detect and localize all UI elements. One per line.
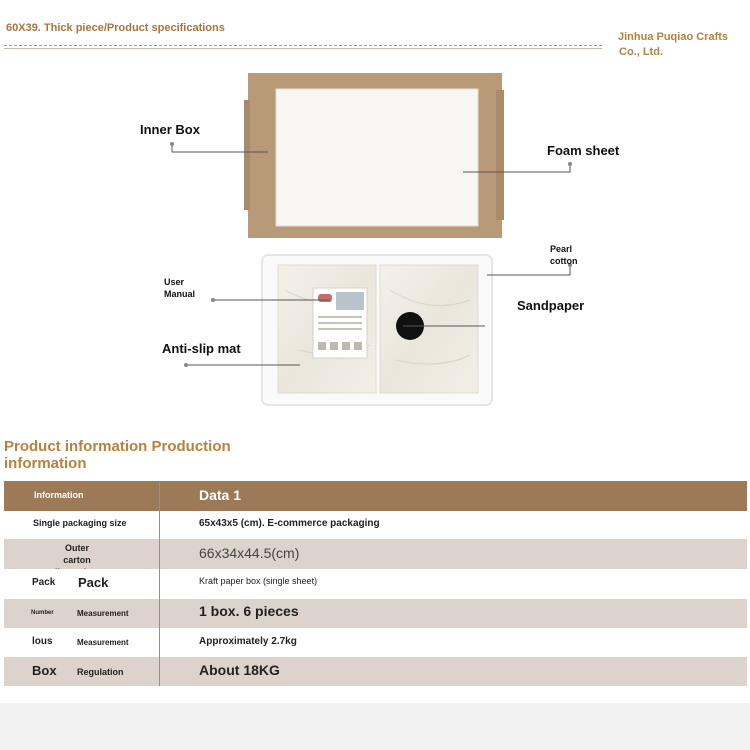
section-heading-line2: information — [4, 455, 87, 472]
company-name — [618, 30, 750, 60]
callout-anti-slip-mat: Anti-slip mat — [162, 341, 241, 356]
row-value: 1 box. 6 pieces — [199, 603, 299, 619]
table-row — [4, 511, 747, 539]
row-value: Approximately 2.7kg — [199, 636, 297, 647]
row-label-b: Regulation — [77, 667, 124, 677]
row-value: Kraft paper box (single sheet) — [199, 576, 318, 586]
row-value: 65x43x5 (cm). E-commerce packaging — [199, 518, 380, 529]
column-divider — [159, 481, 160, 511]
foam-sheet-image — [276, 89, 478, 226]
section-heading-line1: Product information Production — [4, 438, 231, 455]
row-label-a: Number — [31, 610, 54, 616]
callout-user-manual-line2: Manual — [164, 289, 196, 299]
table-header-value: Data 1 — [199, 487, 242, 503]
row-label-b: Measurement — [77, 638, 129, 647]
row-label-a: Pack — [32, 577, 56, 588]
spec-title: 60X39. Thick piece/Product specifications — [6, 22, 225, 34]
header-divider-dashed — [4, 45, 602, 46]
callout-sandpaper: Sandpaper — [517, 298, 585, 313]
callout-user-manual-line1: User — [164, 277, 185, 287]
product-photo — [0, 60, 750, 435]
callout-inner-box: Inner Box — [140, 122, 200, 137]
row-label-a: lous — [32, 636, 53, 647]
row-label-b: Measurement — [77, 609, 129, 618]
table-row — [4, 569, 747, 599]
table-row — [4, 628, 747, 657]
row-label-a: Box — [32, 663, 57, 678]
bottom-band — [0, 703, 750, 750]
table-header-label: Information — [34, 490, 84, 500]
table-row — [4, 657, 747, 686]
callout-pearl-cotton-line2: cotton — [550, 256, 578, 266]
row-label-line: carton — [63, 555, 91, 565]
row-value: About 18KG — [199, 662, 280, 678]
row-label-b: Pack — [78, 575, 109, 590]
product-info-table — [4, 481, 747, 686]
table-header-row — [4, 481, 747, 511]
row-value: 66x34x44.5(cm) — [199, 545, 300, 561]
row-label: Single packaging size — [33, 518, 127, 528]
company-name-line1: Jinhua Puqiao Crafts — [618, 31, 729, 43]
table-row — [4, 599, 747, 628]
company-name-line2: Co., Ltd. — [619, 46, 663, 58]
header-divider — [4, 48, 602, 49]
callout-pearl-cotton — [550, 243, 578, 267]
table-row — [4, 539, 747, 569]
row-label-line: Outer — [64, 543, 89, 553]
callout-foam-sheet: Foam sheet — [547, 143, 620, 158]
callout-user-manual — [164, 276, 195, 300]
callout-pearl-cotton-line1: Pearl — [550, 244, 573, 254]
section-heading — [4, 438, 264, 472]
